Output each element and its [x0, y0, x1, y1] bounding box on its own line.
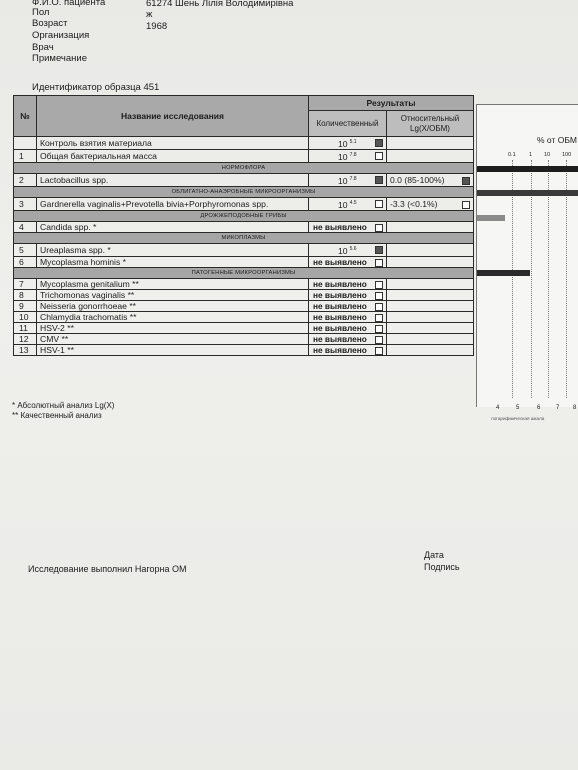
result-checkbox	[375, 139, 383, 147]
axis-caption: логарифмическая шкала	[491, 416, 545, 421]
quantitative-result	[309, 290, 387, 301]
test-name: Gardnerella vaginalis+Prevotella bivia+Porphyromonas spp.	[37, 198, 309, 211]
quantitative-result	[309, 312, 387, 323]
row-number: 8	[14, 290, 37, 301]
table-row	[14, 137, 474, 150]
chart-bar-total-mass	[477, 166, 578, 172]
table-row	[14, 334, 474, 345]
result-checkbox	[375, 259, 383, 267]
relative-value: 0.0 (85-100%)	[390, 175, 445, 185]
quantitative-result	[309, 137, 387, 150]
section-header: ОБЛИГАТНО-АНАЭРОБНЫЕ МИКРООРГАНИЗМЫ	[14, 187, 474, 198]
not-detected-text: не выявлено	[313, 312, 367, 322]
relative-result	[387, 137, 474, 150]
chart-tick: 100	[562, 152, 572, 158]
relative-result	[387, 323, 474, 334]
sex-value: ж	[146, 9, 153, 20]
row-number: 1	[14, 150, 37, 163]
chart-bar-gardnerella	[477, 215, 505, 221]
test-name: Контроль взятия материала	[37, 137, 309, 150]
quantitative-result	[309, 334, 387, 345]
table-row	[14, 345, 474, 356]
result-checkbox	[375, 246, 383, 254]
col-quant-header: Количественный	[309, 111, 387, 137]
quantitative-result	[309, 150, 387, 163]
results-table	[13, 95, 474, 356]
relative-value: -3.3 (<0.1%)	[390, 199, 438, 209]
quantitative-result	[309, 323, 387, 334]
chart-bar-ureaplasma	[477, 270, 530, 276]
not-detected-text: не выявлено	[313, 334, 367, 344]
test-name: HSV-1 **	[37, 345, 309, 356]
relative-result	[387, 257, 474, 268]
row-number: 2	[14, 174, 37, 187]
value-base: 10	[338, 139, 348, 149]
table-row	[14, 279, 474, 290]
test-name: Общая бактериальная масса	[37, 150, 309, 163]
quantitative-result	[309, 244, 387, 257]
table-row	[14, 257, 474, 268]
chart-tick: 1	[529, 152, 533, 158]
value-base: 10	[338, 152, 348, 162]
relative-chart-panel	[476, 104, 578, 407]
value-exponent: 4.5	[349, 200, 357, 206]
footnote-absolute: * Абсолютный анализ Lg(X)	[12, 401, 115, 410]
result-checkbox	[375, 314, 383, 322]
section-row	[14, 211, 474, 222]
row-number: 9	[14, 301, 37, 312]
chart-title: % от ОБМ	[537, 135, 577, 145]
test-name: Ureaplasma spp. *	[37, 244, 309, 257]
axis-label: 7	[556, 405, 560, 411]
col-rel-line1: Относительный	[400, 113, 460, 123]
table-row	[14, 198, 474, 211]
axis-label: 4	[496, 405, 500, 411]
value-base: 10	[338, 200, 348, 210]
sex-label: Пол	[32, 7, 50, 18]
test-name: Lactobacillus spp.	[37, 174, 309, 187]
row-number: 6	[14, 257, 37, 268]
note-label: Примечание	[32, 53, 87, 64]
test-name: Trichomonas vaginalis **	[37, 290, 309, 301]
table-row	[14, 312, 474, 323]
result-checkbox	[375, 303, 383, 311]
relative-result	[387, 334, 474, 345]
test-name: Neisseria gonorrhoeae **	[37, 301, 309, 312]
result-checkbox	[375, 176, 383, 184]
doctor-label: Врач	[32, 42, 54, 53]
row-number: 12	[14, 334, 37, 345]
table-row	[14, 150, 474, 163]
footnote-qualitative: ** Качественный анализ	[12, 411, 102, 420]
table-row	[14, 174, 474, 187]
result-checkbox	[375, 325, 383, 333]
section-header: НОРМОФЛОРА	[14, 163, 474, 174]
quantitative-result	[309, 345, 387, 356]
quantitative-result	[309, 279, 387, 290]
value-exponent: 5.6	[349, 246, 357, 252]
col-name-header: Название исследования	[37, 96, 309, 137]
chart-tick: 0.1	[508, 152, 516, 158]
test-name: Chlamydia trachomatis **	[37, 312, 309, 323]
result-checkbox	[375, 224, 383, 232]
row-number: 3	[14, 198, 37, 211]
section-header: МИКОПЛАЗМЫ	[14, 233, 474, 244]
table-row	[14, 222, 474, 233]
result-checkbox	[375, 152, 383, 160]
col-rel-header	[387, 111, 474, 137]
chart-bar-lactobacillus	[477, 190, 578, 196]
row-number	[14, 137, 37, 150]
col-results-header: Результаты	[309, 96, 474, 111]
section-row	[14, 187, 474, 198]
value-exponent: 7.8	[349, 152, 357, 158]
age-value: 1968	[146, 21, 168, 32]
quantitative-result	[309, 257, 387, 268]
result-checkbox	[375, 281, 383, 289]
not-detected-text: не выявлено	[313, 345, 367, 355]
quantitative-result	[309, 222, 387, 233]
section-header: ПАТОГЕННЫЕ МИКРООРГАНИЗМЫ	[14, 268, 474, 279]
section-row	[14, 233, 474, 244]
axis-label: 8	[573, 405, 577, 411]
relative-result	[387, 345, 474, 356]
not-detected-text: не выявлено	[313, 301, 367, 311]
value-exponent: 7.8	[349, 176, 357, 182]
table-row	[14, 244, 474, 257]
relative-result	[387, 150, 474, 163]
relative-result	[387, 222, 474, 233]
not-detected-text: не выявлено	[313, 257, 367, 267]
test-name: HSV-2 **	[37, 323, 309, 334]
sample-identifier: Идентификатор образца 451	[32, 82, 160, 93]
relative-checkbox	[462, 201, 470, 209]
chart-tick: 10	[544, 152, 551, 158]
quantitative-result	[309, 301, 387, 312]
value-base: 10	[338, 246, 348, 256]
not-detected-text: не выявлено	[313, 323, 367, 333]
relative-result	[387, 198, 474, 211]
not-detected-text: не выявлено	[313, 279, 367, 289]
relative-result	[387, 279, 474, 290]
relative-result	[387, 312, 474, 323]
col-no-header: №	[14, 96, 37, 137]
result-checkbox	[375, 200, 383, 208]
row-number: 5	[14, 244, 37, 257]
table-row	[14, 301, 474, 312]
relative-result	[387, 244, 474, 257]
relative-result	[387, 301, 474, 312]
value-exponent: 5.1	[349, 139, 357, 145]
value-base: 10	[338, 176, 348, 186]
result-checkbox	[375, 292, 383, 300]
quantitative-result	[309, 198, 387, 211]
test-name: Candida spp. *	[37, 222, 309, 233]
not-detected-text: не выявлено	[313, 222, 367, 232]
table-row	[14, 323, 474, 334]
not-detected-text: не выявлено	[313, 290, 367, 300]
relative-result	[387, 174, 474, 187]
row-number: 10	[14, 312, 37, 323]
relative-checkbox	[462, 177, 470, 185]
organization-label: Организация	[32, 30, 90, 41]
col-rel-line2: Lg(X/ОБМ)	[410, 123, 450, 133]
patient-name-label: Ф.И.О. пациента	[32, 0, 106, 8]
patient-name-value: 61274 Шень Лiлiя Володимирiвна	[146, 0, 294, 9]
result-checkbox	[375, 347, 383, 355]
row-number: 4	[14, 222, 37, 233]
row-number: 7	[14, 279, 37, 290]
row-number: 13	[14, 345, 37, 356]
row-number: 11	[14, 323, 37, 334]
performed-by: Исследование выполнил Нагорна ОМ	[28, 564, 187, 574]
test-name: Mycoplasma genitalium **	[37, 279, 309, 290]
quantitative-result	[309, 174, 387, 187]
section-row	[14, 163, 474, 174]
test-name: CMV **	[37, 334, 309, 345]
section-header: ДРОЖЖЕПОДОБНЫЕ ГРИБЫ	[14, 211, 474, 222]
signature-label: Подпись	[424, 562, 460, 572]
age-label: Возраст	[32, 18, 68, 29]
table-row	[14, 290, 474, 301]
section-row	[14, 268, 474, 279]
test-name: Mycoplasma hominis *	[37, 257, 309, 268]
date-label: Дата	[424, 550, 444, 560]
relative-result	[387, 290, 474, 301]
result-checkbox	[375, 336, 383, 344]
axis-label: 6	[537, 405, 541, 411]
axis-label: 5	[516, 405, 520, 411]
